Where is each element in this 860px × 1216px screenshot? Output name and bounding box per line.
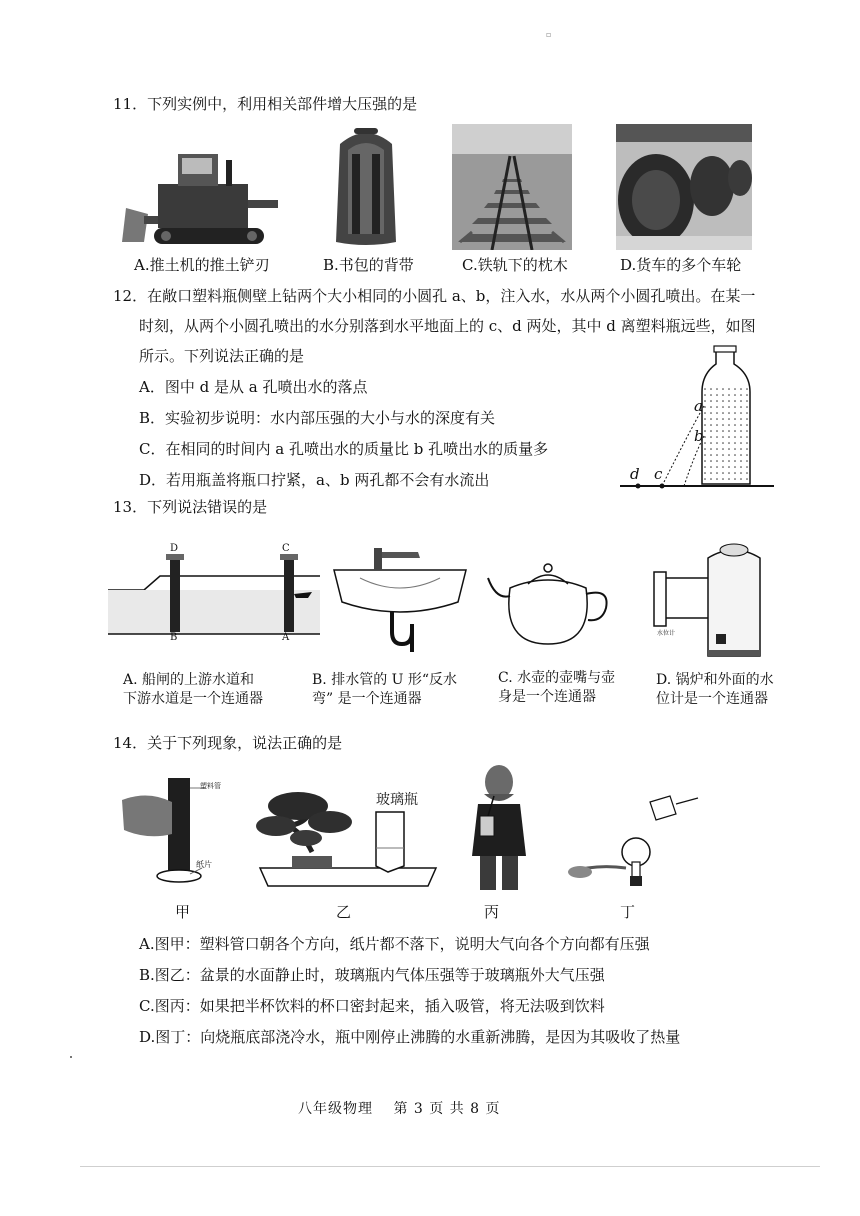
q12-option-a: A．图中 d 是从 a 孔喷出水的落点 xyxy=(139,378,368,396)
q13-stem: 13．下列说法错误的是 xyxy=(113,498,268,516)
q12-option-c: C．在相同的时间内 a 孔喷出水的质量比 b 孔喷出水的质量多 xyxy=(139,440,549,458)
backpack-image xyxy=(326,124,406,250)
tube-label: 塑料管 xyxy=(200,782,221,790)
q14-option-a: A.图甲：塑料管口朝各个方向，纸片都不落下，说明大气向各个方向都有压强 xyxy=(139,935,650,953)
q14-caption-ding: 丁 xyxy=(620,903,636,921)
truck-wheels-image xyxy=(616,124,752,250)
page-speck xyxy=(70,1056,72,1058)
bottle-label-d: d xyxy=(630,465,640,483)
q14-caption-bing: 丙 xyxy=(484,903,500,921)
q13-option-c-line2: 身是一个连通器 xyxy=(498,689,596,705)
lock-label-b: B xyxy=(170,632,178,643)
q11-option-d: D.货车的多个车轮 xyxy=(620,256,742,274)
q14-option-c: C.图丙：如果把半杯饮料的杯口密封起来，插入吸管，将无法吸到饮料 xyxy=(139,997,605,1015)
railway-image xyxy=(452,124,572,250)
q14-stem: 14．关于下列现象，说法正确的是 xyxy=(113,734,343,752)
bulldozer-image xyxy=(118,124,288,250)
q13-option-d-line1: D. 锅炉和外面的水 xyxy=(656,672,774,688)
boiler-figure xyxy=(648,538,768,662)
bottle-label-b: b xyxy=(694,427,704,445)
q11-option-c: C.铁轨下的枕木 xyxy=(462,256,568,274)
q11-option-b: B.书包的背带 xyxy=(323,256,414,274)
teapot-figure xyxy=(486,548,612,648)
q12-stem-line1: 12．在敞口塑料瓶侧壁上钻两个大小相同的小圆孔 a、b，注入水，水从两个小圆孔喷出。在某一 xyxy=(113,287,756,305)
q11-stem: 11．下列实例中，利用相关部件增大压强的是 xyxy=(113,95,418,113)
header-mark: ▫ xyxy=(546,30,552,39)
boiler-gauge-label: 水位计 xyxy=(657,630,676,637)
lock-label-d: D xyxy=(170,543,179,554)
q12-option-b: B．实验初步说明：水内部压强的大小与水的深度有关 xyxy=(139,409,496,427)
lock-label-a: A xyxy=(282,632,290,643)
flask-figure xyxy=(566,794,702,890)
q13-option-b-line1: B. 排水管的 U 形“反水 xyxy=(312,672,458,688)
bottle-figure xyxy=(618,344,778,494)
q13-option-a-line1: A. 船闸的上游水道和 xyxy=(123,672,255,688)
q13-option-d-line2: 位计是一个连通器 xyxy=(656,691,768,707)
q14-caption-jia: 甲 xyxy=(175,903,191,921)
lock-label-c: C xyxy=(282,543,290,554)
q14-option-b: B.图乙：盆景的水面静止时，玻璃瓶内气体压强等于玻璃瓶外大气压强 xyxy=(139,966,605,984)
scan-edge-line xyxy=(80,1166,820,1167)
bottle-label: 玻璃瓶 xyxy=(376,792,418,808)
bottle-label-a: a xyxy=(694,397,703,415)
q13-option-b-line2: 弯” 是一个连通器 xyxy=(312,691,422,707)
q12-stem-line3: 所示。下列说法正确的是 xyxy=(139,347,305,365)
boy-drinking-figure xyxy=(466,762,532,890)
q12-option-d: D．若用瓶盖将瓶口拧紧，a、b 两孔都不会有水流出 xyxy=(139,471,490,489)
page-footer: 八年级物理 第 3 页 共 8 页 xyxy=(298,1101,501,1117)
tube-paper-figure xyxy=(118,776,222,888)
sink-figure xyxy=(330,540,470,652)
q14-option-d: D.图丁：向烧瓶底部浇冷水，瓶中刚停止沸腾的水重新沸腾，是因为其吸收了热量 xyxy=(139,1028,681,1046)
q12-stem-line2: 时刻，从两个小圆孔喷出的水分别落到水平地面上的 c、d 两处，其中 d 离塑料瓶远些，如图 xyxy=(139,317,756,335)
q11-option-a: A.推土机的推土铲刃 xyxy=(134,256,270,274)
bottle-label-c: c xyxy=(654,465,663,483)
q13-option-a-line2: 下游水道是一个连通器 xyxy=(123,691,263,707)
paper-label: 纸片 xyxy=(196,860,212,869)
q14-caption-yi: 乙 xyxy=(336,903,352,921)
q13-option-c-line1: C. 水壶的壶嘴与壶 xyxy=(498,670,616,686)
